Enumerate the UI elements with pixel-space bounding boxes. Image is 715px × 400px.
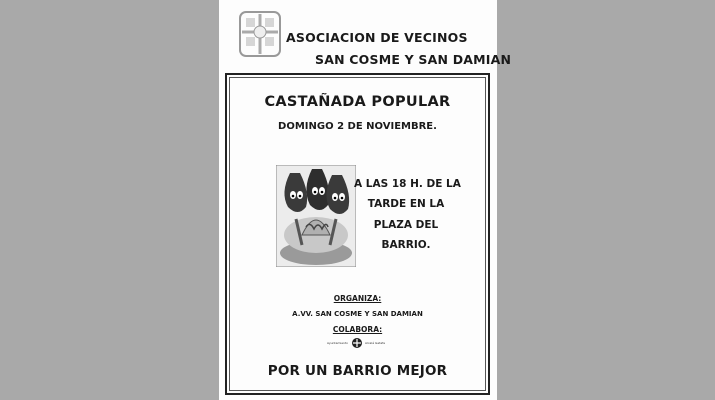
event-place-line: BARRIO. — [381, 239, 431, 251]
city-council-logo-icon — [351, 337, 363, 349]
slogan: POR UN BARRIO MEJOR — [267, 363, 448, 379]
chestnut-characters-illustration-icon — [276, 165, 356, 267]
event-time-line: A LAS 18 H. DE LA — [354, 178, 461, 190]
event-date: DOMINGO 2 DE NOVIEMBRE. — [278, 121, 437, 132]
colabora-label: COLABORA: — [332, 325, 383, 334]
event-title: CASTAÑADA POPULAR — [264, 94, 451, 110]
association-name-line1: ASOCIACION DE VECINOS — [286, 30, 468, 45]
association-logo-icon — [238, 10, 282, 58]
organiza-label: ORGANIZA: — [333, 294, 382, 303]
event-time-line: TARDE EN LA — [367, 198, 445, 210]
sponsor-right-text: Alcalá Getafe — [365, 341, 386, 345]
sponsor-left-text: Ayuntamiento — [327, 341, 348, 345]
sponsor-logo — [327, 337, 389, 349]
event-place-line: PLAZA DEL — [373, 219, 439, 231]
organizer-name: A.VV. SAN COSME Y SAN DAMIAN — [292, 310, 423, 318]
association-name-line2: SAN COSME Y SAN DAMIAN — [315, 52, 512, 67]
